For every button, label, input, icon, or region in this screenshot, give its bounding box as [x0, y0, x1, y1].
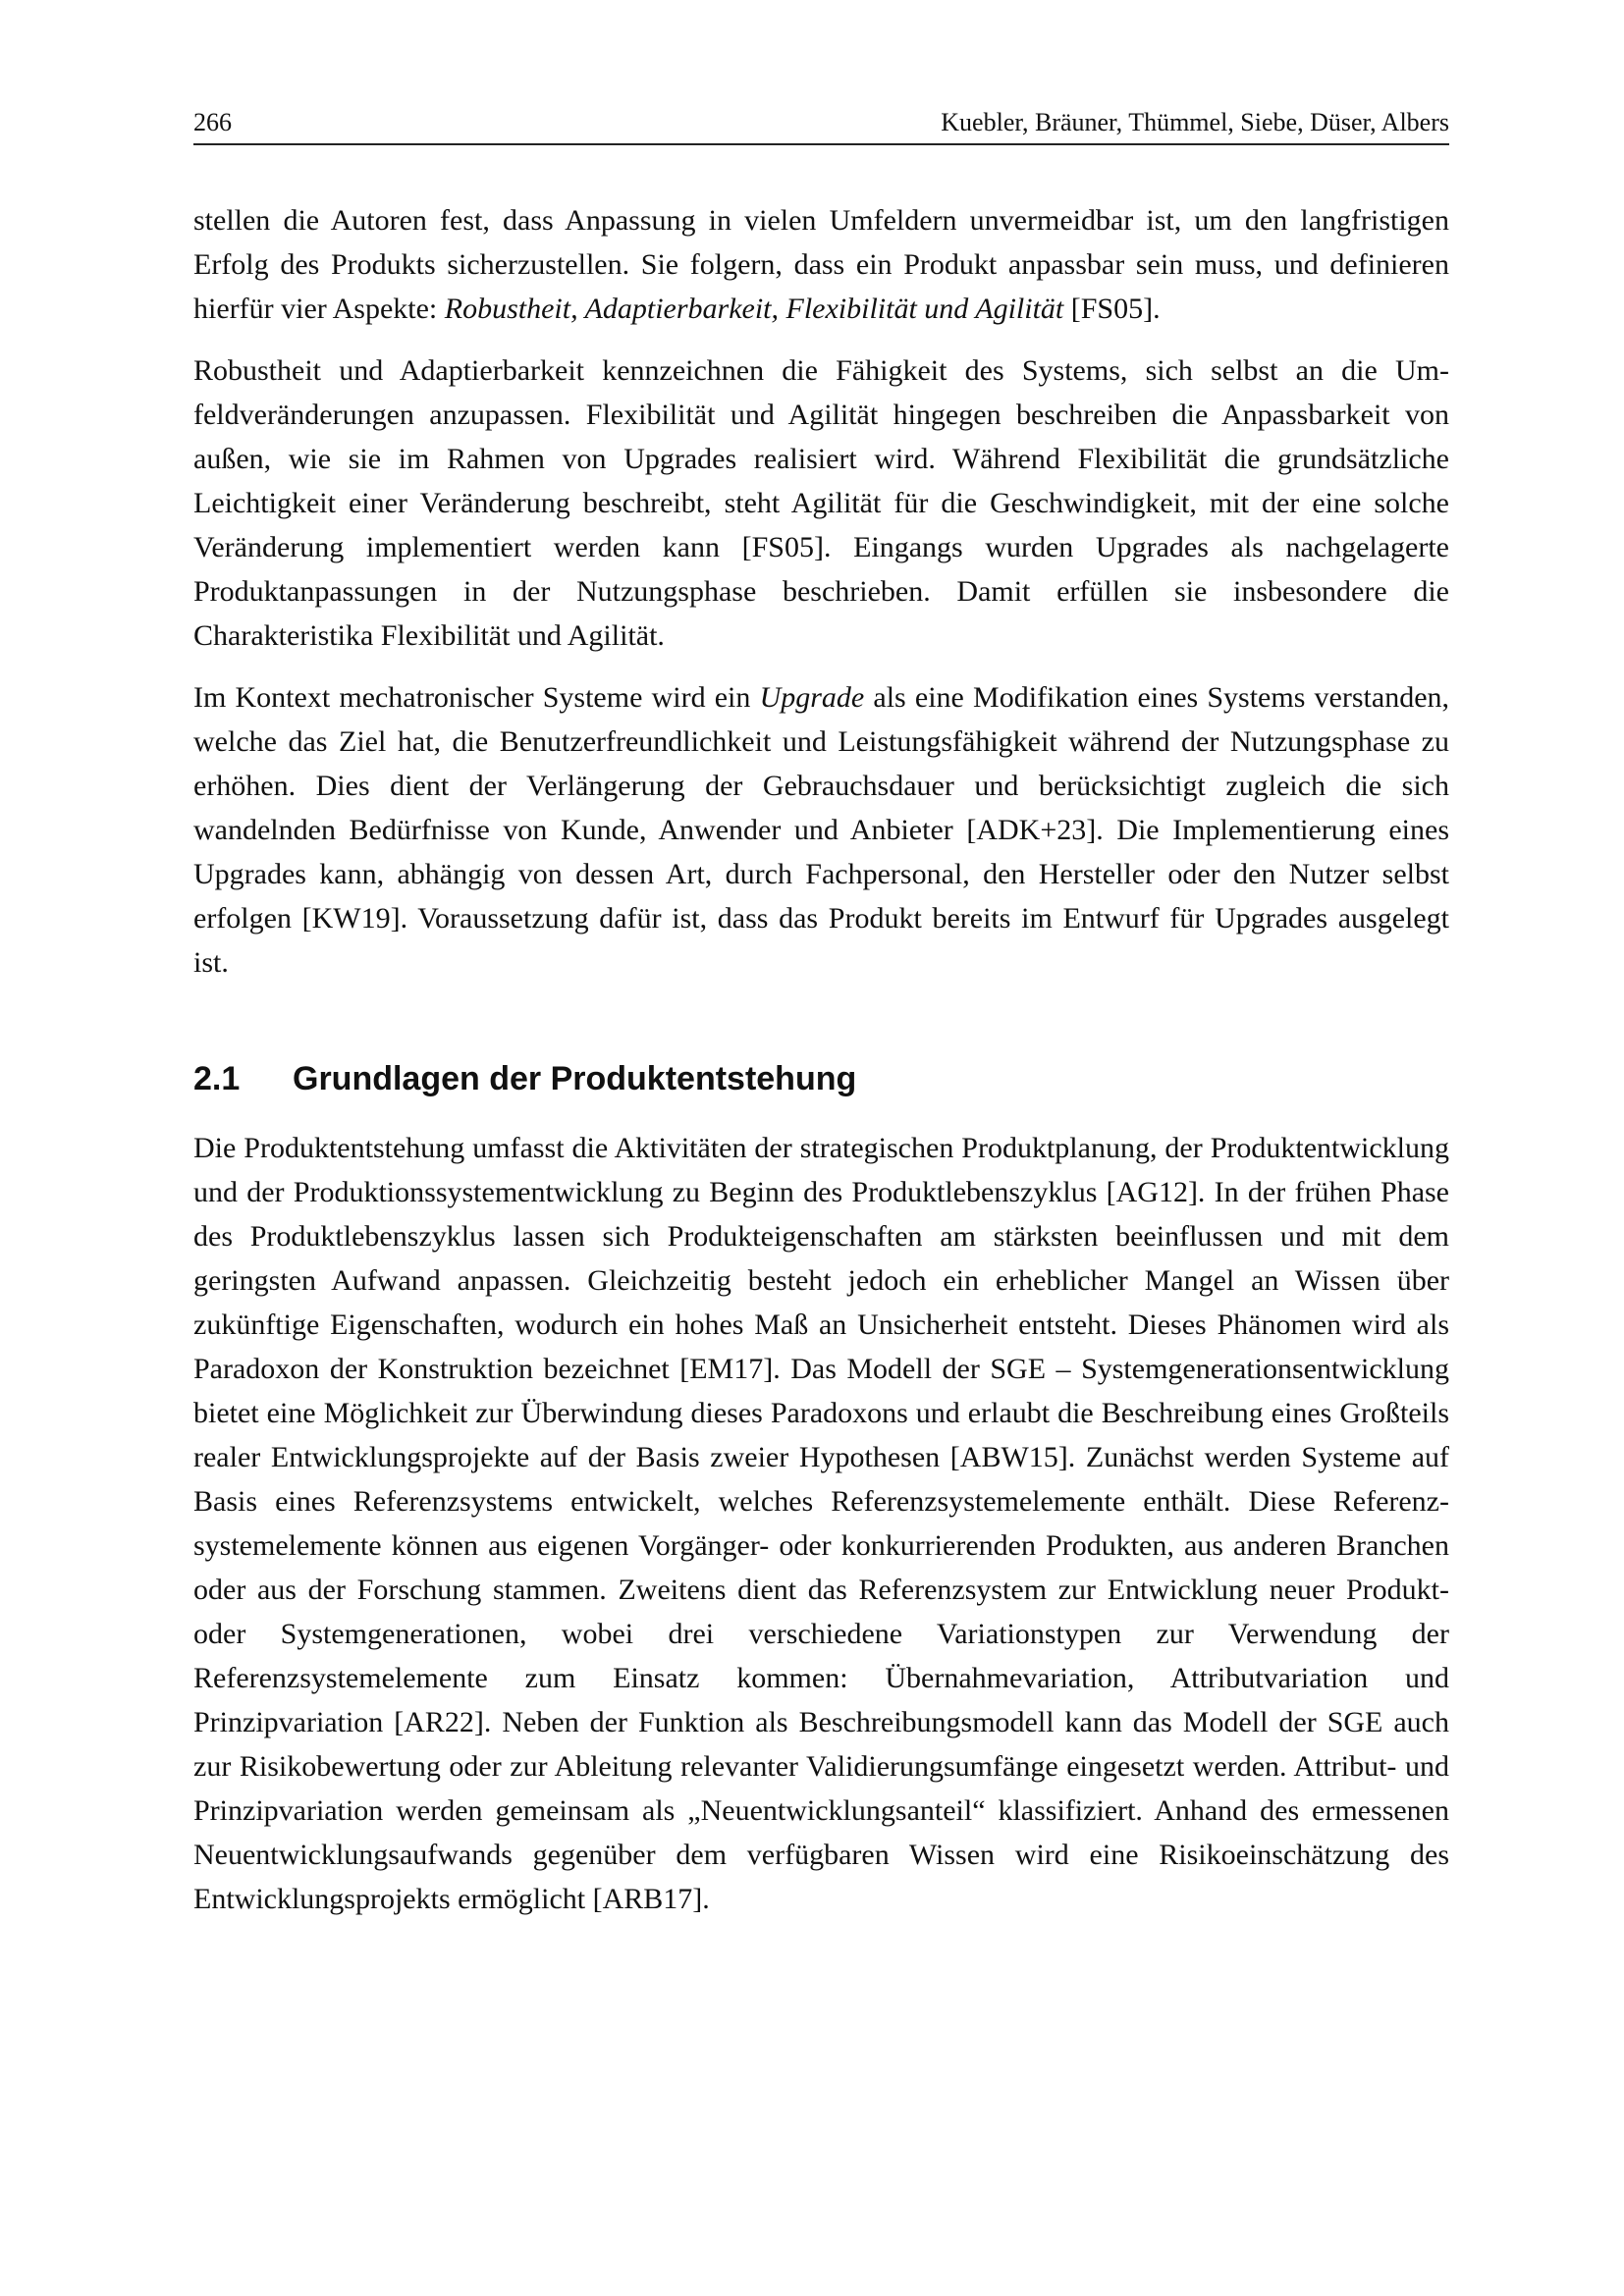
running-header	[193, 108, 1449, 145]
section-title: Grundlagen der Produktentstehung	[293, 1060, 857, 1097]
emphasis-aspects: Robustheit, Adaptierbarkeit, Flexibilität und Agilität	[444, 293, 1064, 325]
paragraph-text: Im Kontext mechatronischer Systeme wird ein	[193, 681, 760, 714]
section-number: 2.1	[193, 1060, 241, 1097]
paragraph-text: als eine Modifikation eines Systems verstanden, welche das Ziel hat, die Benutzerfreundlichkeit und Leistungsfähigkeit während der Nutzungsphase zu erhöhen. Dies dient der Verlängerung der Gebrauchsdauer und berücksichtigt zugleich die sich wandelnden Bedürfnisse von Kunde, Anwender und Anbieter [ADK+23]. Die Implementierung eines Upgrades kann, abhängig von dessen Art, durch Fachpersonal, den Hersteller oder den Nutzer selbst erfolgen [KW19]. Voraussetzung dafür ist, dass das Produkt bereits im Entwurf für Upgrades ausgelegt ist.	[193, 681, 1450, 979]
section-heading	[193, 1059, 1449, 1098]
paragraph-product-development: Die Produktentstehung umfasst die Aktivitäten der strategischen Produktplanung, der Produktentwicklung und der Produktionssystementwicklung zu Beginn des Produktlebenszyklus [AG12]. In der frühen Phase des Produktlebenszyklus lassen sich Produkteigenschaften am stärksten beeinflussen und mit dem geringsten Aufwand anpassen. Gleichzeitig besteht jedoch ein erheblicher Mangel an Wissen über zukünftige Eigenschaften, wodurch ein hohes Maß an Unsicherheit entsteht. Dieses Phänomen wird als Paradoxon der Konstruktion bezeichnet [EM17]. Das Modell der SGE – Systemgenerationsentwicklung bietet eine Möglichkeit zur Überwindung dieses Paradoxons und erlaubt die Beschreibung eines Großteils realer Entwicklungsprojekte auf der Basis zweier Hypothesen [ABW15]. Zunächst werden Systeme auf Basis eines Referenzsystems entwickelt, welches Referenzsystemelemente enthält. Diese Referenzsystemelemente können aus eigenen Vorgänger- oder konkurrierenden Produkten, aus anderen Branchen oder aus der Forschung stammen. Zweitens dient das Referenzsystem zur Entwicklung neuer Produkt- oder Systemgenerationen, wobei drei verschiedene Variationstypen zur Verwendung der Referenzsystemelemente zum Einsatz kommen: Übernahmevariation, Attributvariation und Prinzipvariation [AR22]. Neben der Funktion als Beschreibungsmodell kann das Modell der SGE auch zur Risikobewertung oder zur Ableitung relevanter Validierungsumfänge eingesetzt werden. Attribut- und Prinzipvariation werden gemeinsam als „Neuentwicklungsanteil“ klassifiziert. Anhand des ermessenen Neuentwicklungsaufwands gegenüber dem verfügbaren Wissen wird eine Risikoeinschätzung des Entwicklungsprojekts ermöglicht [ARB17].	[193, 1132, 1449, 1915]
paragraph-adaptability-aspects	[193, 198, 1449, 331]
page-number: 266	[193, 108, 232, 136]
running-header-authors: Kuebler, Bräuner, Thümmel, Siebe, Düser, Albers	[941, 108, 1449, 136]
paragraph-text: stellen die Autoren fest, dass Anpassung in vielen Umfeldern unvermeidbar ist, um den langfristigen Erfolg des Produkts sicherzustellen. Sie folgern, dass ein Produkt anpassbar sein muss, und definieren hierfür vier Aspekte:	[193, 204, 1449, 325]
citation-text: [FS05].	[1063, 293, 1161, 325]
emphasis-upgrade: Upgrade	[759, 681, 865, 714]
page-body	[193, 198, 1449, 1939]
paragraph-upgrade-definition	[193, 675, 1449, 985]
paragraph-robustness-flexibility: Robustheit und Adaptierbarkeit kennzeichnen die Fähigkeit des Systems, sich selbst an die Umfeldveränderungen anzupassen. Flexibilität und Agilität hingegen beschreiben die Anpassbarkeit von außen, wie sie im Rahmen von Upgrades realisiert wird. Während Flexibilität die grundsätzliche Leichtigkeit einer Veränderung beschreibt, steht Agilität für die Geschwindigkeit, mit der eine solche Veränderung implementiert werden kann [FS05]. Eingangs wurden Upgrades als nachgelagerte Produktanpassungen in der Nutzungsphase beschrieben. Damit erfüllen sie insbesondere die Charakteristika Flexibilität und Agilität.	[193, 354, 1449, 652]
